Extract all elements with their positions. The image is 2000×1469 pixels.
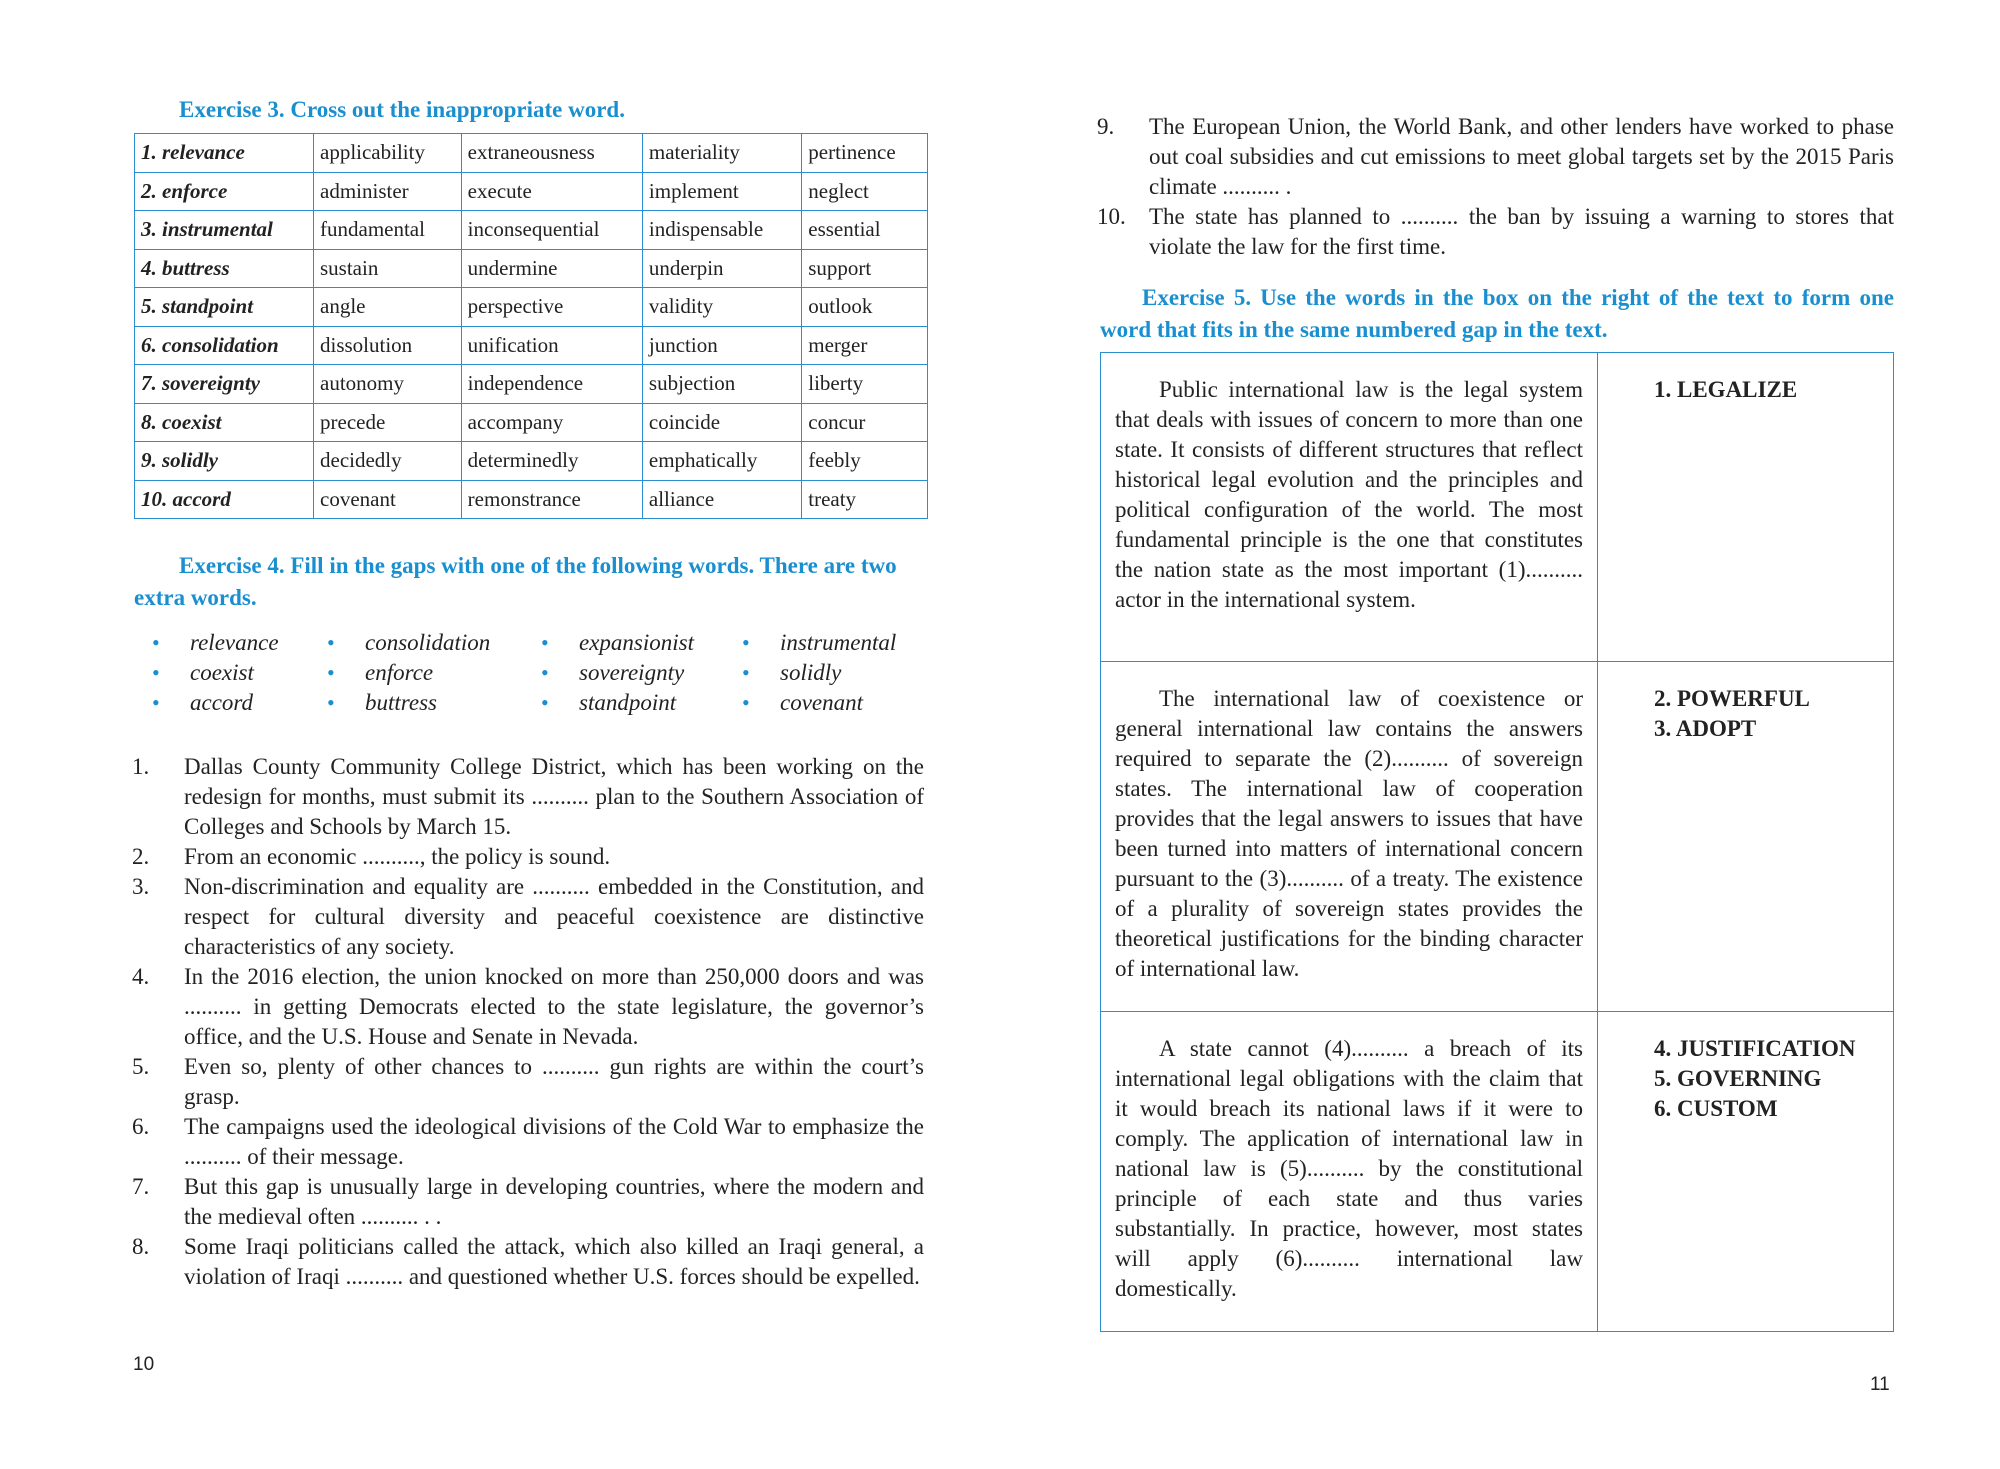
exercise-3-row [135,288,928,327]
keyword-cell: 10. accord [135,480,314,519]
keyword-cell: 3. instrumental [135,211,314,250]
option-cell: precede [314,403,462,442]
word-prompt: 3. ADOPT [1654,716,1757,741]
word-column-3 [539,628,694,718]
exercise-3-row [135,249,928,288]
option-cell: feebly [802,442,928,481]
exercise-3-row [135,326,928,365]
option-cell: decidedly [314,442,462,481]
keyword-cell: 8. coexist [135,403,314,442]
sentence-item: 9. The European Union, the World Bank, and other lenders have worked to phase out coal subsidies and cut emissions to meet global targets set by the 2015 Paris climate .......... . [1097,114,1894,199]
option-cell: neglect [802,172,928,211]
sentence-item: 10. The state has planned to .......... the ban by issuing a warning to stores that violate the law for the first time. [1097,204,1894,259]
page-number-right: 11 [1870,1374,1890,1395]
option-cell: concur [802,403,928,442]
keyword-cell: 9. solidly [135,442,314,481]
word-item: • accord [150,688,279,718]
exercise-5-word-box [1598,662,1894,1012]
option-cell: unification [461,326,642,365]
sentence-item: 8. Some Iraqi politicians called the attack, which also killed an Iraqi general, a violation of Iraqi .......... and questioned whether U.S. forces should be expelled. [132,1234,924,1289]
sentence-item: 6. The campaigns used the ideological divisions of the Cold War to emphasize the .......... of their message. [132,1114,924,1169]
exercise-5-row [1101,353,1894,662]
word-prompt: 5. GOVERNING [1654,1066,1822,1091]
sentence-item: 7. But this gap is unusually large in developing countries, where the modern and the medieval often .......... . . [132,1174,924,1229]
exercise-5-text: The international law of coexistence or general international law contains the answers required to separate the (2).......... of sovereign states. The international law of cooperation provides that the legal answers to issues that have been turned into matters of international concern pursuant to the (3).......... of a treaty. The existence of a plurality of sovereign states provides the theoretical justifications for the binding character of international law. [1101,662,1598,1012]
option-cell: subjection [642,365,801,404]
word-column-2 [325,628,490,718]
option-cell: materiality [642,134,801,173]
option-cell: independence [461,365,642,404]
option-cell: covenant [314,480,462,519]
word-item: • sovereignty [539,658,694,688]
word-column-4 [740,628,896,718]
option-cell: applicability [314,134,462,173]
exercise-4-continued-list [1097,112,1894,262]
keyword-cell: 4. buttress [135,249,314,288]
option-cell: outlook [802,288,928,327]
exercise-5-word-box [1598,1012,1894,1332]
option-cell: indispensable [642,211,801,250]
option-cell: pertinence [802,134,928,173]
option-cell: coincide [642,403,801,442]
exercise-3-row [135,134,928,173]
option-cell: liberty [802,365,928,404]
word-item: • solidly [740,658,896,688]
option-cell: administer [314,172,462,211]
exercise-3-title: Exercise 3. Cross out the inappropriate word. [179,97,625,122]
option-cell: validity [642,288,801,327]
option-cell: determinedly [461,442,642,481]
word-item: • consolidation [325,628,490,658]
word-item: • coexist [150,658,279,688]
option-cell: alliance [642,480,801,519]
option-cell: inconsequential [461,211,642,250]
word-item: • relevance [150,628,279,658]
option-cell: fundamental [314,211,462,250]
option-cell: autonomy [314,365,462,404]
option-cell: implement [642,172,801,211]
exercise-5-table [1100,352,1894,1332]
keyword-cell: 7. sovereignty [135,365,314,404]
option-cell: support [802,249,928,288]
exercise-5-row [1101,662,1894,1012]
option-cell: sustain [314,249,462,288]
keyword-cell: 2. enforce [135,172,314,211]
exercise-3-row [135,211,928,250]
exercise-5-text: A state cannot (4).......... a breach of its international legal obligations with the claim that it would breach its national laws if it were to comply. The application of international law in national law is (5).......... by the constitutional principle of each state and thus varies substantially. In practice, however, most states will apply (6).......... international law domestically. [1101,1012,1598,1332]
exercise-5-row [1101,1012,1894,1332]
option-cell: emphatically [642,442,801,481]
exercise-5-word-box [1598,353,1894,662]
word-item: • buttress [325,688,490,718]
word-prompt: 6. CUSTOM [1654,1096,1778,1121]
word-item: • expansionist [539,628,694,658]
exercise-3-row [135,365,928,404]
exercise-3-row [135,442,928,481]
option-cell: angle [314,288,462,327]
keyword-cell: 1. relevance [135,134,314,173]
option-cell: undermine [461,249,642,288]
exercise-5-title: Exercise 5. Use the words in the box on the right of the text to form one word that fits in the same numbered gap in the text. [1100,285,1894,342]
word-item: • standpoint [539,688,694,718]
exercise-5-text: Public international law is the legal system that deals with issues of concern to more than one state. It consists of different structures that reflect historical legal evolution and the principles and political configuration of the world. The most fundamental principle is the one that constitutes the nation state as the most important (1).......... actor in the international system. [1101,353,1598,662]
page-number-left: 10 [133,1354,155,1375]
exercise-3-row [135,172,928,211]
option-cell: dissolution [314,326,462,365]
option-cell: junction [642,326,801,365]
word-item: • instrumental [740,628,896,658]
option-cell: essential [802,211,928,250]
sentence-item: 3. Non-discrimination and equality are .......... embedded in the Constitution, and respect for cultural diversity and peaceful coexistence are distinctive characteristics of any society. [132,874,924,959]
sentence-item: 5. Even so, plenty of other chances to .......... gun rights are within the court’s grasp. [132,1054,924,1109]
exercise-4-sentence-list [132,752,924,1292]
option-cell: merger [802,326,928,365]
word-column-1 [150,628,279,718]
word-prompt: 4. JUSTIFICATION [1654,1036,1856,1061]
left-page [0,0,980,1469]
exercise-4-title: Exercise 4. Fill in the gaps with one of the following words. There are two extra words. [134,553,897,610]
option-cell: remonstrance [461,480,642,519]
option-cell: extraneousness [461,134,642,173]
sentence-item: 2. From an economic .........., the policy is sound. [132,844,611,869]
word-item: • covenant [740,688,896,718]
keyword-cell: 6. consolidation [135,326,314,365]
sentence-item: 4. In the 2016 election, the union knocked on more than 250,000 doors and was .......... in getting Democrats elected to the state legislature, the governor’s office, and the U.S. House and Senate in Nevada. [132,964,924,1049]
word-prompt: 1. LEGALIZE [1654,377,1798,402]
exercise-3-row [135,403,928,442]
exercise-3-row [135,480,928,519]
option-cell: underpin [642,249,801,288]
option-cell: treaty [802,480,928,519]
sentence-item: 1. Dallas County Community College District, which has been working on the redesign for months, must submit its .......... plan to the Southern Association of Colleges and Schools by March 15. [132,754,924,839]
keyword-cell: 5. standpoint [135,288,314,327]
exercise-3-table [134,133,928,519]
option-cell: execute [461,172,642,211]
word-prompt: 2. POWERFUL [1654,686,1810,711]
option-cell: perspective [461,288,642,327]
word-item: • enforce [325,658,490,688]
option-cell: accompany [461,403,642,442]
